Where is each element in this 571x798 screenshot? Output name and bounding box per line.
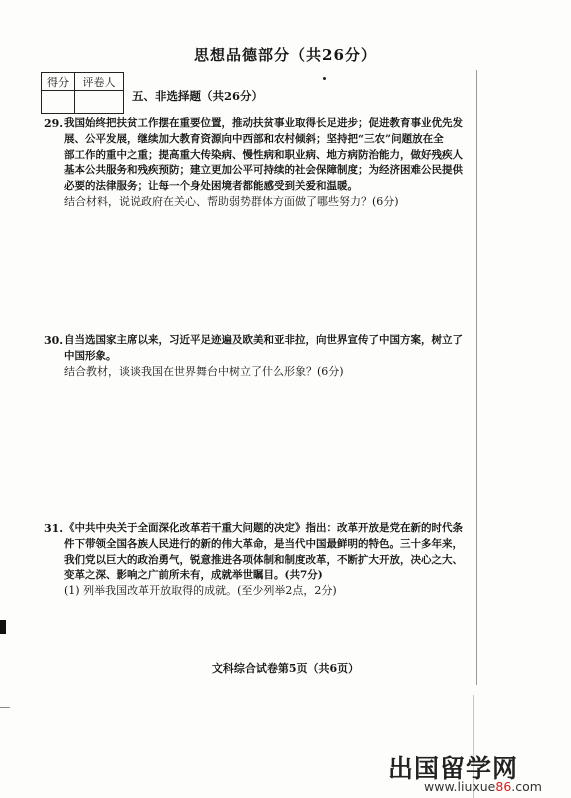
- watermark-url-suffix: .com: [511, 779, 542, 794]
- scan-tick: [0, 707, 10, 708]
- page-footer: 文科综合试卷第5页（共6页）: [211, 662, 360, 675]
- question-29-line: 基本公共服务和残疾预防；建立更加公平可持续的社会保障制度；为经济困难公民提供: [64, 164, 463, 177]
- question-31-line: 变革之深、影响之广前所未有，成就举世瞩目。(共7分): [64, 569, 323, 582]
- question-29-number: 29.: [44, 117, 64, 130]
- score-cell: [42, 91, 75, 114]
- question-31-text: [64, 521, 474, 584]
- question-29-line: 展、公平发展，继续加大教育资源向中西部和农村倾斜；坚持把“三农”问题放在全: [64, 132, 444, 145]
- question-31-number: 31.: [44, 522, 64, 535]
- ink-dot: [323, 77, 326, 80]
- question-30-line: 自当选国家主席以来，习近平足迹遍及欧美和亚非拉，向世界宣传了中国方案，树立了: [64, 334, 463, 346]
- binding-line: [476, 70, 477, 685]
- question-30-number: 30.: [44, 334, 64, 347]
- watermark-url: [424, 779, 542, 794]
- watermark-url-prefix: www.liuxue: [424, 779, 496, 794]
- question-30-ask: 结合教材，谈谈我国在世界舞台中树立了什么形象？(6分): [64, 365, 344, 378]
- question-29-line: 我国始终把扶贫工作摆在重要位置，推动扶贫事业取得长足进步；促进教育事业优先发: [64, 117, 463, 129]
- question-31-line: 件下带领全国各族人民进行的新的伟大革命，是当代中国最鲜明的特色。三十多年来，: [64, 537, 463, 550]
- grader-header: 评卷人: [75, 73, 124, 91]
- question-31-line: 《中共中央关于全面深化改革若干重大问题的决定》指出：改革开放是党在新的时代条: [64, 522, 463, 534]
- section-title: 思想品德部分（共26分）: [194, 46, 377, 64]
- question-29-ask: 结合材料，说说政府在关心、帮助弱势群体方面做了哪些努力？(6分): [64, 195, 399, 208]
- score-header: 得分: [42, 73, 75, 91]
- watermark-site-name: 出国留学网: [388, 754, 519, 783]
- part-title: 五、非选择题（共26分）: [132, 89, 264, 103]
- question-30-text: [64, 333, 474, 365]
- score-box: [41, 72, 124, 114]
- question-29-line: 部工作的重中之重；提高重大传染病、慢性病和职业病、地方病防治能力，做好残疾人: [64, 148, 463, 161]
- question-29-text: [64, 116, 474, 195]
- scan-mark: [0, 620, 6, 634]
- question-31-ask: (1) 列举我国改革开放取得的成就。(至少列举2点，2分): [64, 584, 337, 597]
- question-29-line: 必要的法律服务；让每一个身处困境者都能感受到关爱和温暖。: [64, 180, 358, 193]
- grader-cell: [75, 91, 124, 114]
- watermark-url-number: 86: [495, 779, 512, 794]
- question-30-line: 中国形象。: [64, 349, 117, 362]
- question-31-line: 我们党以巨大的政治勇气，锐意推进各项体制和制度改革，不断扩大开放，决心之大、: [64, 553, 463, 566]
